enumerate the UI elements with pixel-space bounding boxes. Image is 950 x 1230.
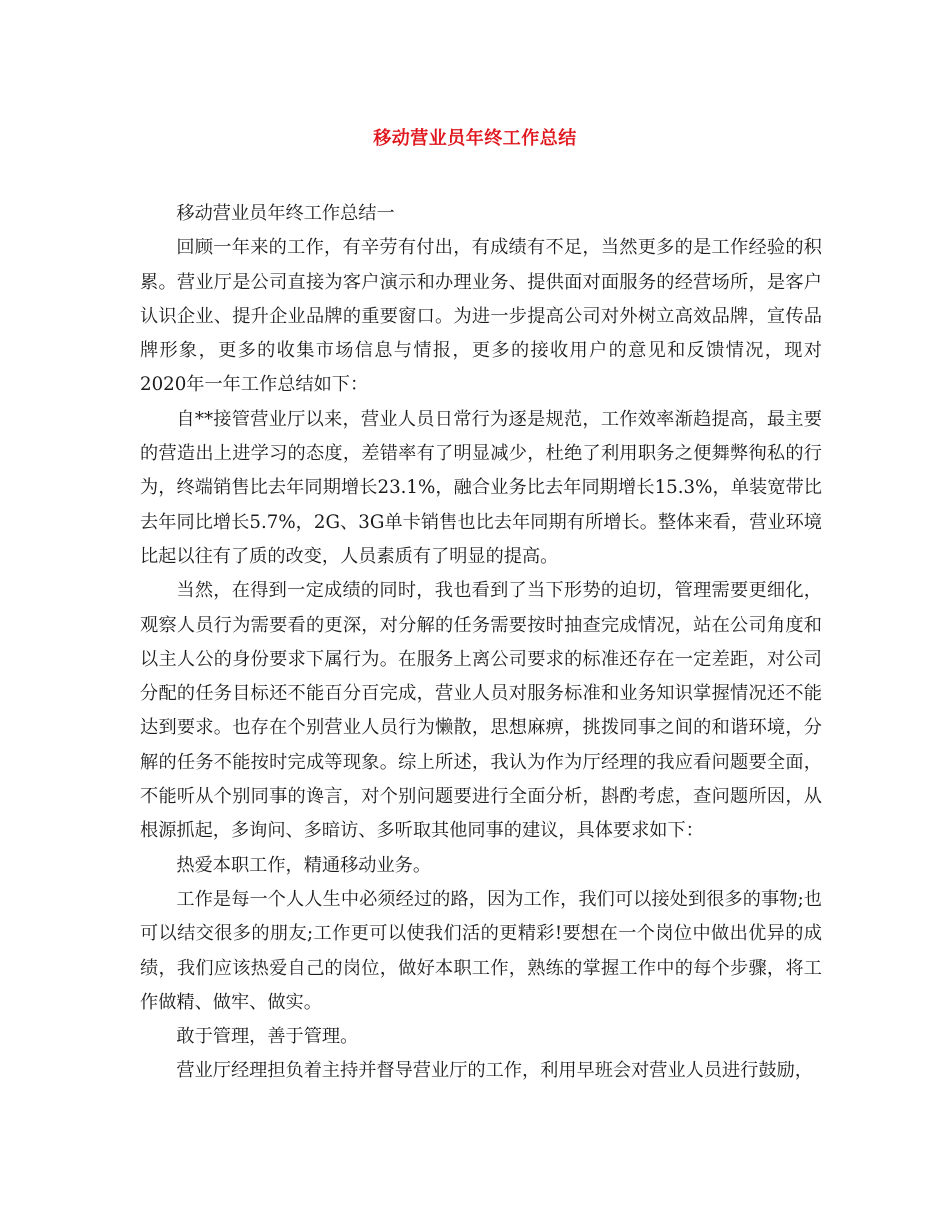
subheading: 敢于管理，善于管理。 — [176, 1026, 359, 1048]
subheading: 热爱本职工作，精通移动业务。 — [176, 854, 432, 876]
paragraph: 营业厅经理担负着主持并督导营业厅的工作，利用早班会对营业人员进行鼓励， — [176, 1060, 813, 1082]
paragraph: 回顾一年来的工作，有辛劳有付出，有成绩有不足，当然更多的是工作经验的积累。营业厅是公司直接为客户演示和办理业务、提供面对面服务的经营场所，是客户认识企业、提升企业品牌的重要窗口。为进一步提高公司对外树立高效品牌，宣传品牌形象，更多的收集市场信息与情报，更多的接收用户的意见和反馈情况，现对2020年一年工作总结如下： — [140, 237, 822, 396]
document-body — [140, 197, 822, 1089]
document-title: 移动营业员年终工作总结 — [373, 128, 577, 149]
paragraph: 工作是每一个人人生中必须经过的路，因为工作，我们可以接处到很多的事物;也可以结交很多的朋友;工作更可以使我们活的更精彩!要想在一个岗位中做出优异的成绩，我们应该热爱自己的岗位，做好本职工作，熟练的掌握工作中的每个步骤，将工作做精、做牢、做实。 — [140, 888, 822, 1013]
paragraph: 自**接管营业厅以来，营业人员日常行为逐是规范，工作效率渐趋提高，最主要的营造出上进学习的态度，差错率有了明显减少，杜绝了利用职务之便舞弊徇私的行为，终端销售比去年同期增长23.1%，融合业务比去年同期增长15.3%，单装宽带比去年同比增长5.7%，2G、3G单卡销售也比去年同期有所增长。整体来看，营业环境比起以往有了质的改变，人员素质有了明显的提高。 — [140, 408, 822, 567]
paragraph: 当然，在得到一定成绩的同时，我也看到了当下形势的迫切，管理需要更细化，观察人员行为需要看的更深，对分解的任务需要按时抽查完成情况，站在公司角度和以主人公的身份要求下属行为。在服务上离公司要求的标准还存在一定差距，对公司分配的任务目标还不能百分百完成，营业人员对服务标准和业务知识掌握情况还不能达到要求。也存在个别营业人员行为懒散，思想麻痹，挑拨同事之间的和谐环境，分解的任务不能按时完成等现象。综上所述，我认为作为厅经理的我应看问题要全面，不能听从个别同事的谗言，对个别问题要进行全面分析，斟酌考虑，查问题所因，从根源抓起，多询问、多暗访、多听取其他同事的建议，具体要求如下： — [140, 580, 822, 842]
section-heading: 移动营业员年终工作总结一 — [176, 203, 395, 224]
